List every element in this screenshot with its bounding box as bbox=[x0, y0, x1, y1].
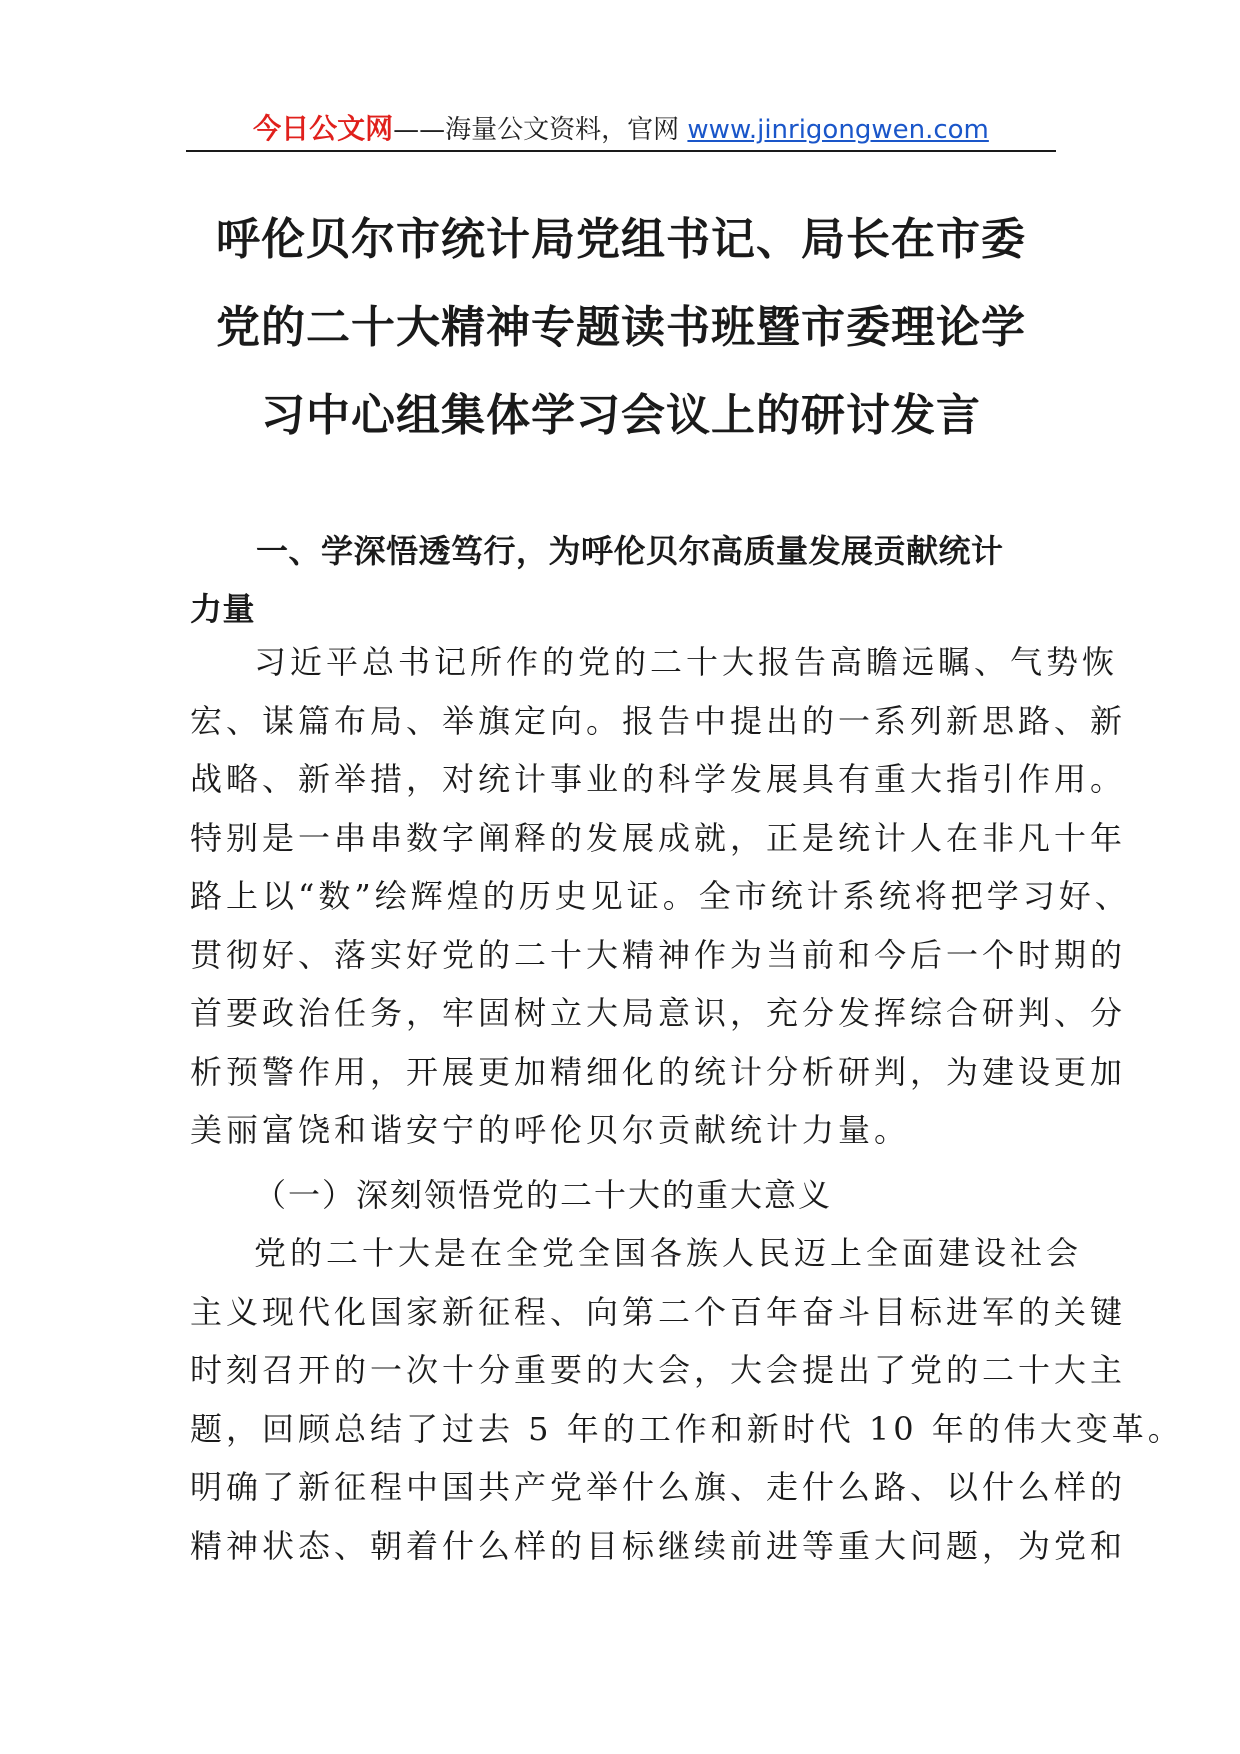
section-heading-line: 力量 bbox=[190, 590, 256, 628]
site-header bbox=[186, 108, 1056, 150]
header-divider bbox=[186, 150, 1056, 152]
paragraph-line: 宏、谋篇布局、举旗定向。报告中提出的一系列新思路、新 bbox=[190, 701, 1127, 740]
section-heading-line: 一、学深悟透笃行，为呼伦贝尔高质量发展贡献统计 bbox=[256, 532, 1004, 570]
paragraph bbox=[190, 633, 1131, 1160]
paragraph-line: 贯彻好、落实好党的二十大精神作为当前和今后一个时期的 bbox=[190, 935, 1127, 974]
paragraph-line: 主义现代化国家新征程、向第二个百年奋斗目标进军的关键 bbox=[190, 1292, 1127, 1331]
paragraph-line: 路上以“数”绘辉煌的历史见证。全市统计系统将把学习好、 bbox=[190, 877, 1131, 915]
paragraph-line: 战略、新举措，对统计事业的科学发展具有重大指引作用。 bbox=[190, 760, 1127, 798]
paragraph-line: 题，回顾总结了过去 5 年的工作和新时代 10 年的伟大变革。 bbox=[190, 1409, 1184, 1448]
section-heading bbox=[190, 522, 1050, 638]
document-title bbox=[186, 196, 1056, 460]
title-line: 习中心组集体学习会议上的研讨发言 bbox=[261, 390, 981, 441]
title-line: 呼伦贝尔市统计局党组书记、局长在市委 bbox=[216, 214, 1026, 265]
paragraph-line: 党的二十大是在全党全国各族人民迈上全面建设社会 bbox=[254, 1234, 1083, 1272]
paragraph-line: 时刻召开的一次十分重要的大会，大会提出了党的二十大主 bbox=[190, 1351, 1127, 1389]
site-url-link[interactable]: www.jinrigongwen.com bbox=[687, 115, 989, 145]
paragraph bbox=[190, 1224, 1184, 1575]
subsection-heading: （一）深刻领悟党的二十大的重大意义 bbox=[254, 1176, 833, 1214]
paragraph-line: 首要政治任务，牢固树立大局意识，充分发挥综合研判、分 bbox=[190, 994, 1127, 1032]
paragraph-line: 明确了新征程中国共产党举什么旗、走什么路、以什么样的 bbox=[190, 1468, 1127, 1506]
site-tagline: ——海量公文资料，官网 bbox=[393, 115, 688, 145]
paragraph-line: 析预警作用，开展更加精细化的统计分析研判，为建设更加 bbox=[190, 1052, 1127, 1091]
paragraph-line: 特别是一串串数字阐释的发展成就，正是统计人在非凡十年 bbox=[190, 818, 1127, 857]
title-line: 党的二十大精神专题读书班暨市委理论学 bbox=[216, 302, 1026, 353]
paragraph-line: 精神状态、朝着什么样的目标继续前进等重大问题，为党和 bbox=[190, 1526, 1127, 1565]
paragraph-line: 习近平总书记所作的党的二十大报告高瞻远瞩、气势恢 bbox=[254, 643, 1119, 681]
paragraph-line: 美丽富饶和谐安宁的呼伦贝尔贡献统计力量。 bbox=[190, 1111, 911, 1149]
site-brand: 今日公文网 bbox=[253, 112, 394, 145]
